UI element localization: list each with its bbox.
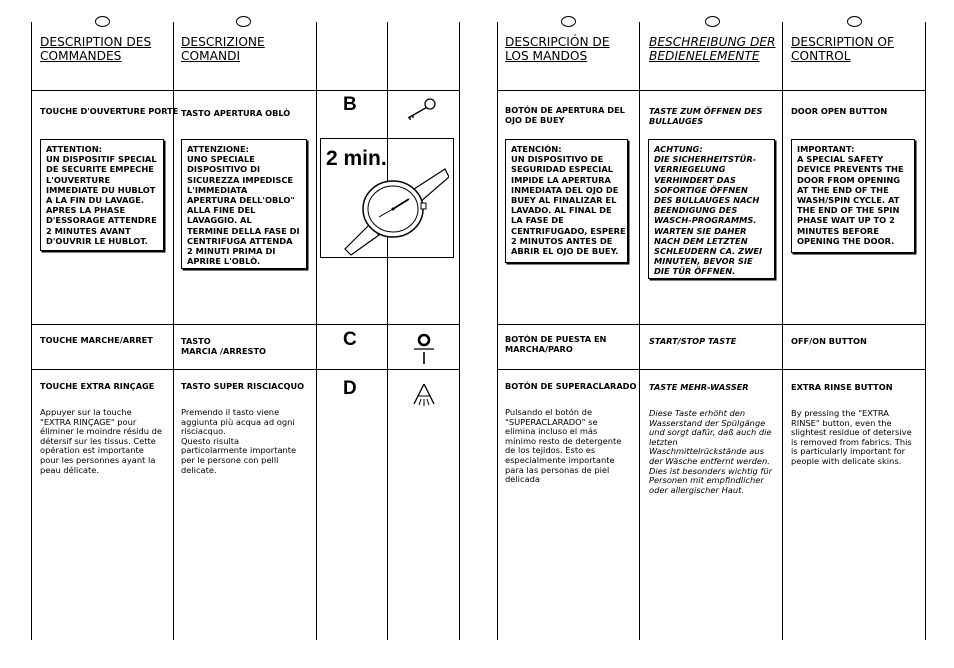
rinse-text-en: By pressing the "EXTRA RINSE" button, even the slightest residue of detersive is removed from fabrics. This is particularly important for people with delicate skins. (791, 408, 912, 466)
startstop-label-en: OFF/ON BUTTON (791, 336, 867, 346)
rinse-button-letter: D (343, 378, 357, 399)
row-rule (31, 90, 459, 91)
extra-rinse-icon (411, 382, 437, 408)
warning-box-es: ATENCIÓN: UN DISPOSITIVO DE SEGURIDAD ESPECIAL IMPIDE LA APERTURA INMEDIATA DEL OJO DE BUEY AL FINALIZAR EL LAVADO. AL FINAL DE LA FASE DE CENTRIFUGADO, ESPERE 2 MINUTOS ANTES DE ABRIR EL OJO DE BUEY. (505, 139, 628, 263)
heading-en: DESCRIPTION OF CONTROL (791, 35, 894, 63)
binder-hole (95, 16, 110, 27)
column-rule (316, 22, 317, 640)
startstop-button-letter: C (343, 329, 357, 350)
startstop-label-fr: TOUCHE MARCHE/ARRET (40, 335, 153, 345)
door-label-de: TASTE ZUM ÖFFNEN DES BULLAUGES (649, 106, 763, 126)
door-label-en: DOOR OPEN BUTTON (791, 106, 888, 116)
rinse-text-it: Premendo il tasto viene aggiunta più acqua ad ogni risciacquo. Questo risulta particolarmente importante per le persone con pelli delicate. (181, 407, 297, 475)
row-rule (31, 324, 459, 325)
rinse-label-de: TASTE MEHR-WASSER (649, 382, 749, 392)
row-rule (31, 369, 459, 370)
rinse-label-fr: TOUCHE EXTRA RINÇAGE (40, 381, 155, 391)
binder-hole (561, 16, 576, 27)
column-rule (31, 22, 32, 640)
row-rule (497, 90, 925, 91)
on-off-icon (411, 333, 437, 365)
column-rule (459, 22, 460, 640)
column-rule (497, 22, 498, 640)
heading-de: BESCHREIBUNG DER BEDIENELEMENTE (649, 35, 776, 63)
binder-hole (847, 16, 862, 27)
column-rule (639, 22, 640, 640)
timer-box (320, 138, 454, 258)
wristwatch-icon (341, 163, 449, 257)
warning-box-de: ACHTUNG: DIE SICHERHEITSTÜR- VERRIEGELUNG VERHINDERT DAS SOFORTIGE ÖFFNEN DES BULLAUGES NACH BEENDIGUNG DES WASCH-PROGRAMMS. WARTEN SIE DAHER NACH DEM LETZTEN SCHLEUDERN CA. ZWEI MINUTEN, BEVOR SIE DIE TÜR ÖFFNEN. (648, 139, 775, 279)
column-rule (925, 22, 926, 640)
door-button-letter: B (343, 94, 357, 115)
rinse-label-en: EXTRA RINSE BUTTON (791, 382, 893, 392)
startstop-label-it: TASTO MARCIA /ARRESTO (181, 336, 267, 356)
heading-it: DESCRIZIONE COMANDI (181, 35, 265, 63)
timer-text: 2 min. (326, 147, 387, 170)
binder-hole (236, 16, 251, 27)
startstop-label-de: START/STOP TASTE (649, 336, 737, 346)
column-rule (782, 22, 783, 640)
door-label-es: BOTÓN DE APERTURA DEL OJO DE BUEY (505, 105, 625, 125)
door-label-fr: TOUCHE D'OUVERTURE PORTE (40, 106, 179, 116)
key-icon (404, 96, 440, 122)
door-label-it: TASTO APERTURA OBLÒ (181, 108, 291, 118)
row-rule (497, 369, 925, 370)
row-rule (497, 324, 925, 325)
heading-fr: DESCRIPTION DES COMMANDES (40, 35, 152, 63)
rinse-label-it: TASTO SUPER RISCIACQUO (181, 381, 305, 391)
warning-box-it: ATTENZIONE: UNO SPECIALE DISPOSITIVO DI SICUREZZA IMPEDISCE L'IMMEDIATA APERTURA DELL'OBLO" ALLA FINE DEL LAVAGGIO. AL TERMINE DELLA FASE DI CENTRIFUGA ATTENDA 2 MINUTI PRIMA DI APRIRE L'OBLÒ. (181, 139, 307, 269)
rinse-text-fr: Appuyer sur la touche "EXTRA RINÇAGE" pour éliminer le moindre résidu de détersif sur les tissus. Cette opération est importante pour les personnes ayant la peau délicate. (40, 407, 163, 475)
rinse-text-de: Diese Taste erhöht den Wasserstand der Spülgänge und sorgt dafür, daß auch die letzten Waschmittelrückstände aus der Wäsche entfernt werden. Dies ist besonders wichtig für Personen mit empfindlicher oder allergischer Haut. (649, 408, 773, 495)
binder-hole (705, 16, 720, 27)
warning-box-en: IMPORTANT: A SPECIAL SAFETY DEVICE PREVENTS THE DOOR FROM OPENING AT THE END OF THE WASH/SPIN CYCLE. AT THE END OF THE SPIN PHASE WAIT UP TO 2 MINUTES BEFORE OPENING THE DOOR. (791, 139, 915, 253)
warning-box-fr: ATTENTION: UN DISPOSITIF SPECIAL DE SECURITE EMPECHE L'OUVERTURE IMMEDIATE DU HUBLOT A LA FIN DU LAVAGE. APRES LA PHASE D'ESSORAGE ATTENDRE 2 MINUTES AVANT D'OUVRIR LE HUBLOT. (40, 139, 164, 251)
heading-es: DESCRIPCIÓN DE LOS MANDOS (505, 35, 610, 63)
rinse-text-es: Pulsando el botón de "SUPERACLARADO" se elimina incluso el más mínimo resto de detergente de los tejidos. Esto es especialmente importante para las personas de piel delicada (505, 407, 622, 485)
startstop-label-es: BOTÓN DE PUESTA EN MARCHA/PARO (505, 334, 607, 354)
column-rule (387, 22, 388, 640)
rinse-label-es: BOTÓN DE SUPERACLARADO (505, 381, 637, 391)
